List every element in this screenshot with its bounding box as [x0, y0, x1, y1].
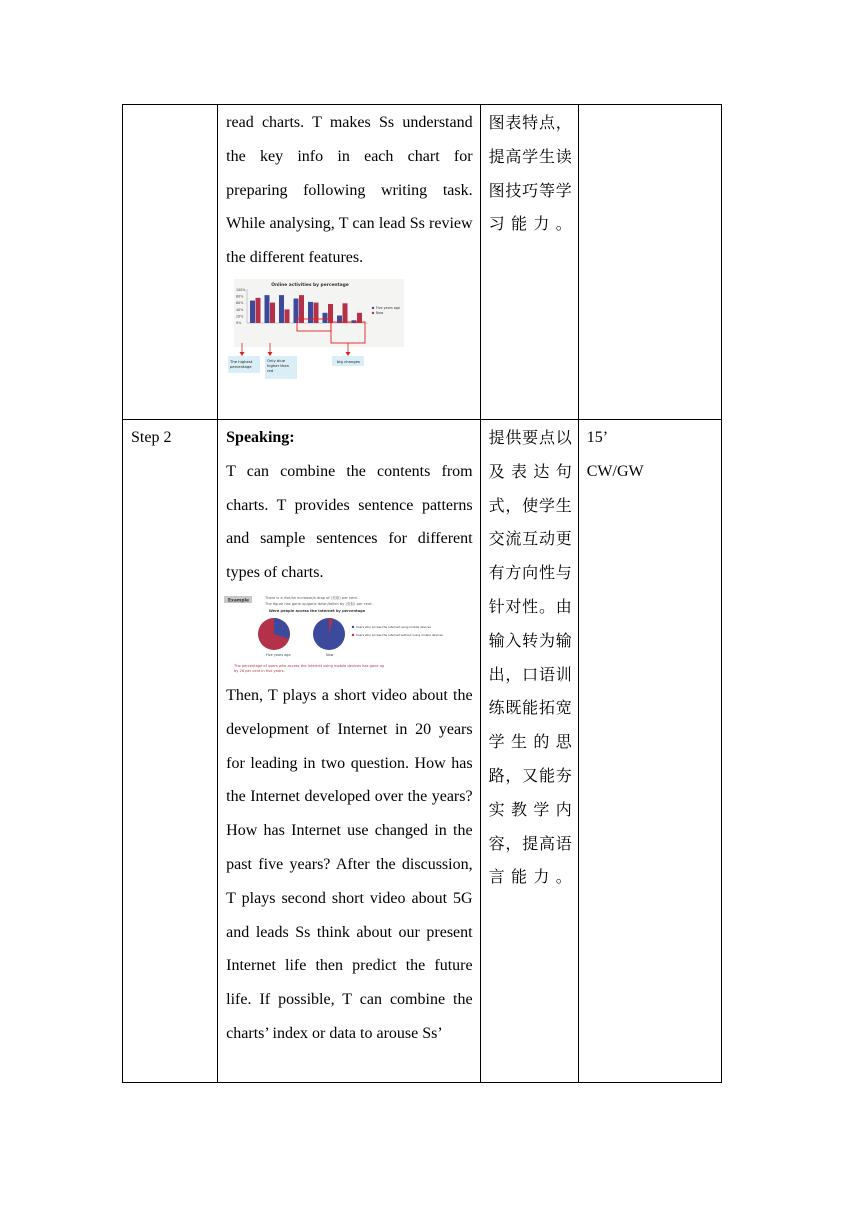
time-value: 15’ [586, 429, 609, 446]
time-block [579, 420, 721, 489]
callout-highest: The highest percentage [230, 358, 253, 369]
lesson-plan-table [122, 104, 722, 1083]
pie-example-image [222, 592, 444, 678]
class-mode: CW/GW [586, 462, 644, 480]
activity-block [218, 420, 479, 590]
y-tick-label: 100% [236, 287, 246, 292]
legend-marker-a [372, 307, 374, 309]
bar [256, 298, 261, 323]
purpose-cell [480, 420, 578, 1083]
arrow-head [240, 352, 245, 356]
chart-title: Online activities by percentage [271, 282, 349, 288]
legend-label-b: Users who access the Internet without using mobile devices [356, 632, 444, 637]
legend-marker-b [352, 634, 354, 636]
activity-paragraph-2: Then, T plays a short video about the development of Internet in 20 years for leading in two question. How has the Internet developed over the years? How has Internet use changed in the past five years? After the discussion, T plays second short video about 5G and leads Ss think about our present Internet life then predict the future life. If possible, T can combine the charts’ index or data to arouse Ss’ [226, 686, 473, 1042]
bar [250, 301, 255, 323]
time-cell [578, 105, 721, 420]
activity-paragraph-1: T can combine the contents from charts. T provides sentence patterns and sample sentences for different types of charts. [226, 462, 473, 582]
pattern-line-1: There is a rise/an increase/a drop of (类似) per cent. [265, 595, 359, 600]
caption-line: The percentage of users who access the Internet using mobile devices has gone up by 26 per cent in five years. [234, 663, 386, 673]
y-tick-label: 80% [236, 294, 244, 299]
y-tick-label: 60% [236, 301, 244, 306]
callout-big-changes: big changes [337, 358, 361, 364]
example-tag: Example [228, 598, 250, 604]
bar [357, 313, 362, 323]
bar [314, 303, 319, 323]
speaking-heading: Speaking: [226, 429, 295, 446]
y-tick-label: 20% [236, 314, 244, 319]
pie-chart-title: Were people access the Internet by percentage [268, 608, 366, 613]
activity-cell [218, 105, 480, 420]
legend-marker-a [352, 626, 354, 628]
bar [279, 295, 284, 323]
pie-five-years-ago [258, 618, 290, 650]
pattern-line-2: The figure has gone up/gone down/fallen by (类似) per cent. [265, 601, 373, 606]
pie-label-ago: Five years ago [266, 652, 291, 657]
legend-marker-b [372, 312, 374, 314]
purpose-text: 图表特点，提高学生读图技巧等学习能力。 [488, 113, 572, 234]
bar [265, 295, 270, 323]
time-cell [578, 420, 721, 1083]
bar [285, 309, 290, 323]
bar [328, 304, 333, 323]
purpose-cell [480, 105, 578, 420]
callout-blue-higher: Only blue higher than red [267, 357, 290, 373]
online-activities-chart-image [228, 277, 408, 385]
y-tick-label: 0% [236, 320, 242, 325]
bar [343, 303, 348, 323]
activity-text: read charts. T makes Ss understand the key info in each chart for preparing following writing task. While analysing, T can lead Ss review the different features. [226, 114, 473, 267]
bar [308, 302, 313, 323]
legend-label-a: Users who access the Internet using mobile devices [356, 624, 432, 629]
arrow-head [346, 352, 351, 356]
step-label: Step 2 [131, 429, 172, 446]
y-tick-label: 40% [236, 307, 244, 312]
arrow-head [268, 352, 273, 356]
table-row [123, 420, 722, 1083]
step-cell [123, 105, 218, 420]
bar [323, 313, 328, 323]
legend-label-a: Five years ago [376, 305, 401, 310]
purpose-text: 提供要点以及表达句式，使学生交流互动更有方向性与针对性。由输入转为输出，口语训练既能拓宽学生的思路，又能夯实教学内容，提高语言能力。 [488, 428, 572, 887]
activity-cell [218, 420, 480, 1083]
pie-now [313, 618, 345, 650]
bar [270, 303, 275, 323]
step-cell [123, 420, 218, 1083]
legend-label-b: Now [376, 310, 384, 315]
table-row [123, 105, 722, 420]
pie-label-now: Now [326, 652, 334, 657]
